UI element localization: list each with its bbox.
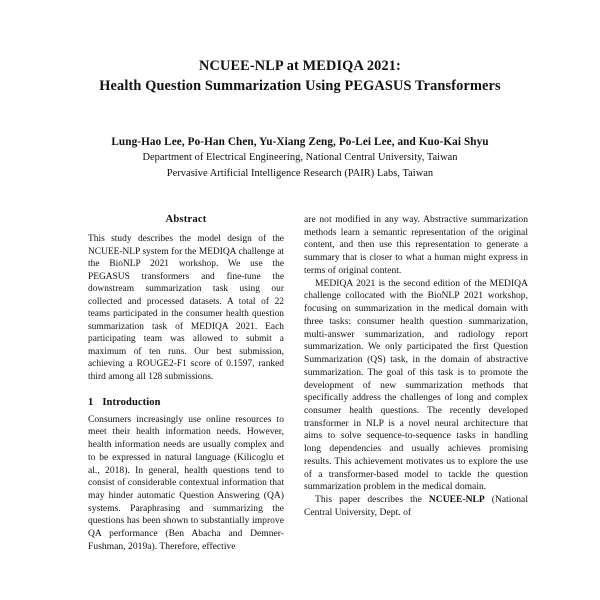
body-columns — [0, 214, 600, 554]
abstract-paragraph: This study describes the model design of the NCUEE-NLP system for the MEDIQA challenge at the BioNLP 2021 workshop. We use the PEGASUS transformers and fine-tune the downstream summarization task using our collected and processed datasets. A total of 22 teams participated in the consumer health question summarization task of MEDIQA 2021. Each participating team was allowed to submit a maximum of ten runs. Our best submission, achieving a ROUGE2-F1 score of 0.1597, ranked third among all 128 submissions. — [88, 234, 284, 383]
right-paragraph-2: MEDIQA 2021 is the second edition of the MEDIQA challenge collocated with the BioNLP 2021 workshop, focusing on summarization in the medical domain with three tasks: consumer health question summarization, multi-answer summarization, and radiology report summarization. We only participated the first Question Summarization (QS) task, in the domain of abstractive summarization. The goal of this task is to promote the development of new summarization methods that specifically address the challenges of long and complex consumer health questions. The recently developed transformer in NLP is a novel neural architecture that aims to solve sequence-to-sequence tasks in handling long dependencies and usually achieves promising results. This achievement motivates us to explore the use of a transformer-based model to tackle the question summarization problem in the medical domain. — [304, 277, 528, 493]
section-heading-introduction — [88, 397, 284, 408]
affiliation-line-2: Pervasive Artificial Intelligence Research (PAIR) Labs, Taiwan — [166, 167, 434, 179]
introduction-paragraph-1: Consumers increasingly use online resources to meet their health information needs. However, health information needs are usually complex and to be expressed in natural language (Kilicoglu et al., 2018). In general, health questions tend to consist of considerable contextual information that may hinder automatic Question Answering (QA) systems. Paraphrasing and summarizing the questions has been shown to substantially improve QA performance (Ben Abacha and Demner-Fushman, 2019a). Therefore, effective — [88, 413, 284, 552]
right-paragraph-3 — [304, 494, 528, 519]
title-line-1: NCUEE-NLP at MEDIQA 2021: — [199, 58, 401, 74]
left-column — [88, 214, 284, 554]
author-list: Lung-Hao Lee, Po-Han Chen, Yu-Xiang Zeng, Po-Lei Lee, and Kuo-Kai Shyu — [111, 135, 489, 148]
affiliation-line-1: Department of Electrical Engineering, National Central University, Taiwan — [142, 152, 458, 164]
right-paragraph-3-prefix: This paper describes the — [315, 494, 429, 506]
section-number: 1 — [88, 396, 94, 408]
page-title — [70, 56, 530, 97]
abstract-heading: Abstract — [165, 214, 207, 225]
right-column — [304, 214, 528, 554]
title-block — [0, 0, 600, 97]
right-paragraph-3-suffix: (National Central University, Dept. of — [304, 494, 528, 518]
authors-block — [0, 134, 600, 181]
section-title: Introduction — [102, 396, 161, 408]
right-paragraph-1: are not modified in any way. Abstractive summarization methods learn a semantic representation of the original content, and then use this representation to generate a summary that is closer to what a human might express in terms of original content. — [304, 214, 528, 276]
system-name-highlight: NCUEE-NLP — [428, 494, 485, 506]
title-line-2: Health Question Summarization Using PEGASUS Transformers — [99, 78, 501, 95]
